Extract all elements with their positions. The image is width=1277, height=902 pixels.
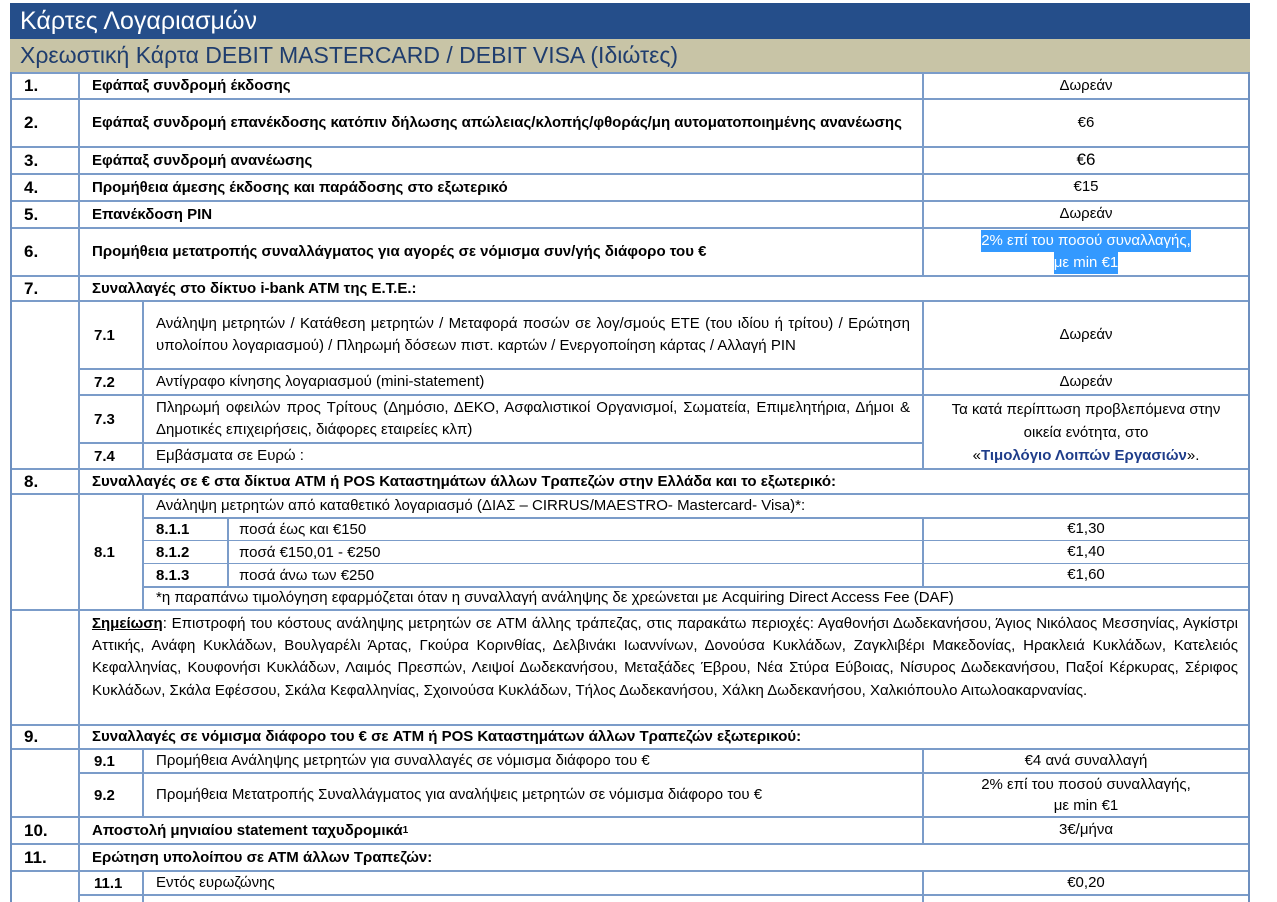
row-label: Εφάπαξ συνδρομή ανανέωσης bbox=[78, 146, 922, 173]
row-value: €4 ανά συναλλαγή bbox=[922, 748, 1248, 772]
row-value: Δωρεάν bbox=[922, 200, 1248, 227]
row-value: €15 bbox=[922, 173, 1248, 200]
fees-table bbox=[10, 72, 1250, 902]
row-number: 4. bbox=[12, 173, 78, 200]
row-number: 9.2 bbox=[78, 772, 142, 816]
highlighted-text: 2% επί του ποσού συναλλαγής, bbox=[981, 230, 1191, 252]
row-label: ποσά άνω των €250 bbox=[227, 563, 922, 586]
row-number: 7.1 bbox=[78, 300, 142, 368]
row-number: 1. bbox=[12, 72, 78, 98]
row-value: €0,20 bbox=[922, 870, 1248, 894]
row-label: Εφάπαξ συνδρομή έκδοσης bbox=[78, 72, 922, 98]
row-number: 11.1 bbox=[78, 870, 142, 894]
row-value: €1,60 bbox=[922, 563, 1248, 586]
row-value bbox=[922, 227, 1248, 275]
row-number: 9.1 bbox=[78, 748, 142, 772]
row-number: 10. bbox=[12, 816, 78, 843]
section-label: Συναλλαγές στο δίκτυο i-bank ATM της Ε.Τ.Ε.: bbox=[78, 275, 1248, 300]
row-number: 7.4 bbox=[78, 442, 142, 468]
row-value: Τα κατά περίπτωση προβλεπόμενα στην οικεία ενότητα, στο «Τιμολόγιο Λοιπών Εργασιών». bbox=[922, 394, 1248, 468]
page-title: Κάρτες Λογαριασμών bbox=[10, 3, 1250, 39]
row-number: 8.1.3 bbox=[142, 563, 227, 586]
row-label: Προμήθεια Ανάληψης μετρητών για συναλλαγές σε νόμισμα διάφορο του € bbox=[142, 748, 922, 772]
row-label: Προμήθεια Μετατροπής Συναλλάγματος για αναλήψεις μετρητών σε νόμισμα διάφορο του € bbox=[142, 772, 922, 816]
row-label: Προμήθεια μετατροπής συναλλάγματος για αγορές σε νόμισμα συν/γής διάφορο του € bbox=[78, 227, 922, 275]
row-value: 2% επί του ποσού συναλλαγής, με min €1 bbox=[922, 772, 1248, 816]
row-label: Ανάληψη μετρητών / Κατάθεση μετρητών / Μεταφορά ποσών σε λογ/σμούς ΕΤΕ (του ιδίου ή τρίτου) / Ερώτηση υπολοίπου λογαριασμού) / Πληρωμή δόσεων πιστ. καρτών / Ενεργοποίηση κάρτας / Αλλαγή PIN bbox=[142, 300, 922, 368]
row-label: Επανέκδοση PIN bbox=[78, 200, 922, 227]
row-value: Δωρεάν bbox=[922, 72, 1248, 98]
row-number: 7. bbox=[12, 275, 78, 300]
card-type-subtitle: Χρεωστική Κάρτα DEBIT MASTERCARD / DEBIT VISA (Ιδιώτες) bbox=[10, 39, 1250, 72]
note-title: Σημείωση bbox=[92, 615, 163, 632]
row-label: Πληρωμή οφειλών προς Τρίτους (Δημόσιο, ΔΕΚΟ, Ασφαλιστικοί Οργανισμοί, Σωματεία, Επιμελητήρια, Δήμοι & Δημοτικές επιχειρήσεις, διάφορες εταιρείες κλπ) bbox=[142, 394, 922, 442]
row-value: €1,30 bbox=[922, 517, 1248, 540]
row-value: Δωρεάν bbox=[922, 300, 1248, 368]
row-label: Εμβάσματα σε Ευρώ : bbox=[142, 442, 922, 468]
row-label: Εφάπαξ συνδρομή επανέκδοσης κατόπιν δήλωσης απώλειας/κλοπής/φθοράς/μη αυτοματοποιημένης ανανέωσης bbox=[78, 98, 922, 146]
row-label: Εντός ευρωζώνης bbox=[142, 870, 922, 894]
row-number: 6. bbox=[12, 227, 78, 275]
row-number: 9. bbox=[12, 724, 78, 748]
row-number: 8.1.1 bbox=[142, 517, 227, 540]
row-number: 8.1.2 bbox=[142, 540, 227, 563]
row-label: ποσά έως και €150 bbox=[227, 517, 922, 540]
row-number: 5. bbox=[12, 200, 78, 227]
row-number: 7.2 bbox=[78, 368, 142, 394]
row-number: 11. bbox=[12, 843, 78, 870]
row-label: Προμήθεια άμεσης έκδοσης και παράδοσης στο εξωτερικό bbox=[78, 173, 922, 200]
row-value: €6 bbox=[922, 98, 1248, 146]
section-label: Συναλλαγές σε νόμισμα διάφορο του € σε ATM ή POS Καταστημάτων άλλων Τραπεζών εξωτερικού: bbox=[78, 724, 1248, 748]
row-label: ποσά €150,01 - €250 bbox=[227, 540, 922, 563]
section-label: Ερώτηση υπολοίπου σε ΑΤΜ άλλων Τραπεζών: bbox=[78, 843, 1248, 870]
row-value: €1,40 bbox=[922, 540, 1248, 563]
row-label: Ανάληψη μετρητών από καταθετικό λογαριασμό (ΔΙΑΣ – CIRRUS/MAESTRO- Mastercard- Visa)*: bbox=[142, 493, 1248, 517]
row-number: 2. bbox=[12, 98, 78, 146]
row-value: Δωρεάν bbox=[922, 368, 1248, 394]
price-list-link[interactable]: Τιμολόγιο Λοιπών Εργασιών bbox=[980, 446, 1187, 464]
footnote: *η παραπάνω τιμολόγηση εφαρμόζεται όταν η συναλλαγή ανάληψης δε χρεώνεται με Acquiring Direct Access Fee (DAF) bbox=[142, 586, 1248, 609]
section-label: Συναλλαγές σε € στα δίκτυα ATM ή POS Καταστημάτων άλλων Τραπεζών στην Ελλάδα και το εξωτερικό: bbox=[78, 468, 1248, 493]
row-number: 8.1 bbox=[78, 493, 142, 609]
note-block bbox=[78, 609, 1248, 724]
row-number: 7.3 bbox=[78, 394, 142, 442]
row-value: 3€/μήνα bbox=[922, 816, 1248, 843]
row-number: 8. bbox=[12, 468, 78, 493]
row-label: Αντίγραφο κίνησης λογαριασμού (mini-statement) bbox=[142, 368, 922, 394]
row-number: 3. bbox=[12, 146, 78, 173]
row-label: Αποστολή μηνιαίου statement ταχυδρομικά 1 bbox=[78, 816, 922, 843]
highlighted-text: με min €1 bbox=[1054, 252, 1119, 274]
note-text: : Επιστροφή του κόστους ανάληψης μετρητών σε ATM άλλης τράπεζας, στις παρακάτω περιοχές: Αγαθονήσι Δωδεκανήσου, Άγιος Νικόλαος Μεσσηνίας, Αγκίστρι Αττικής, Ανάφη Κυκλάδων, Βουλγαρέλι Άρτας, Γκούρα Κορινθίας, Δελβινάκι Ιωαννίνων, Δονούσα Κυκλάδων, Ζαγκλιβέρι Μακεδονίας, Ηρακλειά Κυκλάδων, Κατελειός Κεφαλληνίας, Κουφονήσι Κυκλάδων, Λαιμός Πρεσπών, Λειψοί Δωδεκανήσου, Μεταξάδες Έβρου, Νέα Στύρα Εύβοιας, Νίσυρος Δωδεκανήσου, Παξοί Κέρκυρας, Σέριφος Κυκλάδων, Σκάλα Εφέσσου, Σκάλα Κεφαλληνίας, Σχοινούσα Κυκλάδων, Τήλος Δωδεκανήσου, Χάλκη Δωδεκανήσου, Χαλκιόπουλο Αιτωλοακαρνανίας. bbox=[92, 615, 1238, 699]
row-value: €6 bbox=[922, 146, 1248, 173]
